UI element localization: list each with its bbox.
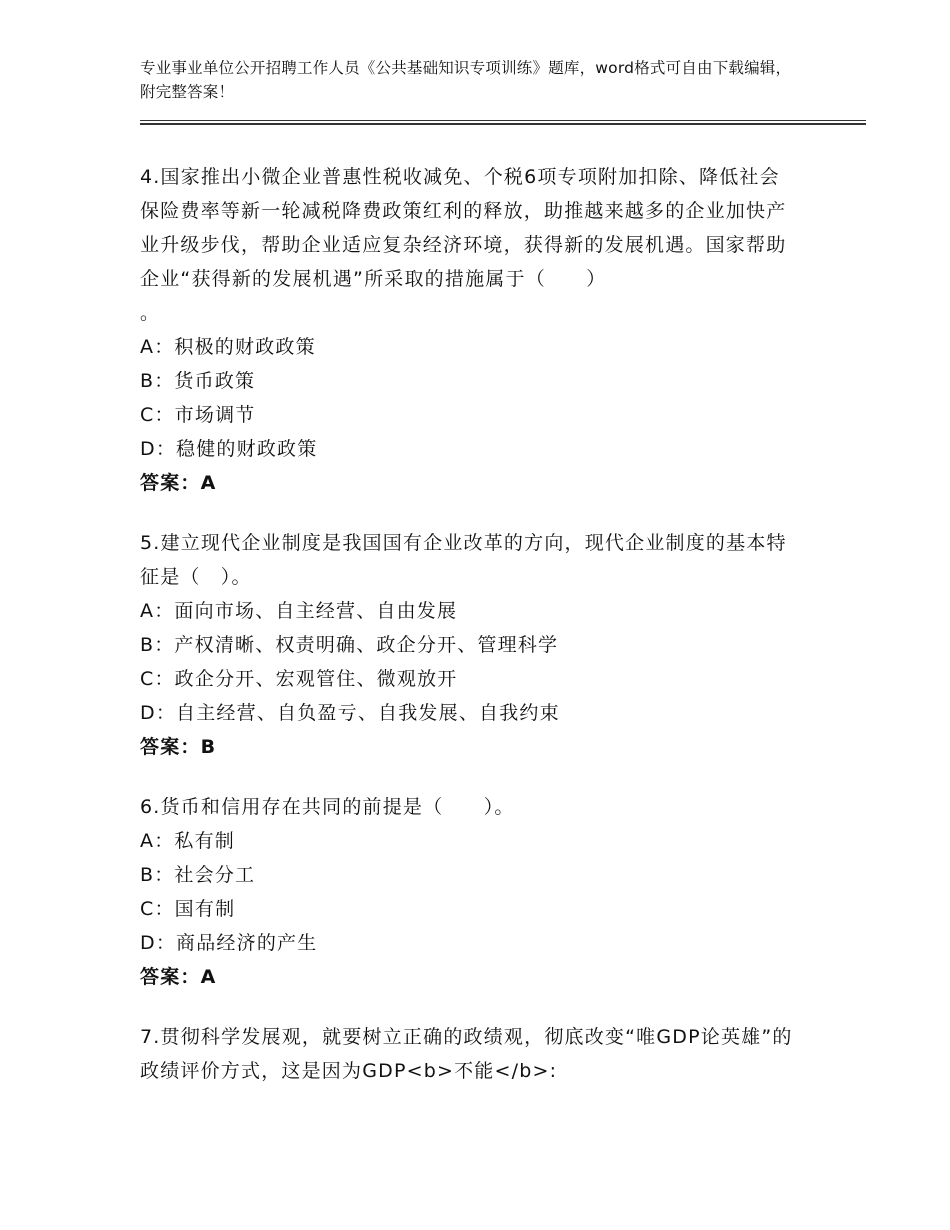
answer: 答案：A [140,966,217,988]
header-rule-thick [140,123,866,125]
question-6 [140,790,800,994]
option-a: A：面向市场、自主经营、自由发展 [140,600,458,622]
option-b: B：产权清晰、权责明确、政企分开、管理科学 [140,634,559,656]
answer: 答案：A [140,472,217,494]
option-c: C：市场调节 [140,404,256,426]
option-a: A：积极的财政政策 [140,336,316,358]
option-d: D：自主经营、自负盈亏、自我发展、自我约束 [140,702,560,724]
answer: 答案：B [140,736,217,758]
question-5 [140,526,800,764]
option-b: B：货币政策 [140,370,256,392]
option-d: D：稳健的财政政策 [140,438,318,460]
option-d: D：商品经济的产生 [140,932,318,954]
option-c: C：政企分开、宏观管住、微观放开 [140,668,458,690]
header-rule-thin [140,120,866,121]
option-c: C：国有制 [140,898,236,920]
page-header: 专业事业单位公开招聘工作人员《公共基础知识专项训练》题库，word格式可自由下载编辑，附完整答案！ [140,59,792,101]
question-stem: 6.货币和信用存在共同的前提是（ ）。 [140,796,515,818]
question-4 [140,160,800,500]
question-list [140,160,800,1114]
option-b: B：社会分工 [140,864,256,886]
question-7 [140,1020,800,1088]
question-stem: 4.国家推出小微企业普惠性税收减免、个税6项专项附加扣除、降低社会保险费率等新一轮减税降费政策红利的释放，助推越来越多的企业加快产业升级步伐，帮助企业适应复杂经济环境，获得新的发展机遇。国家帮助企业“获得新的发展机遇”所采取的措施属于（ ） [140,166,787,290]
question-stem: 7.贯彻科学发展观，就要树立正确的政绩观，彻底改变“唯GDP论英雄”的政绩评价方式，这是因为GDP<b>不能</b>: [140,1026,793,1082]
option-a: A：私有制 [140,830,235,852]
question-stem: 5.建立现代企业制度是我国国有企业改革的方向，现代企业制度的基本特征是（ ）。 [140,532,787,588]
question-stem-tail: 。 [140,302,161,324]
